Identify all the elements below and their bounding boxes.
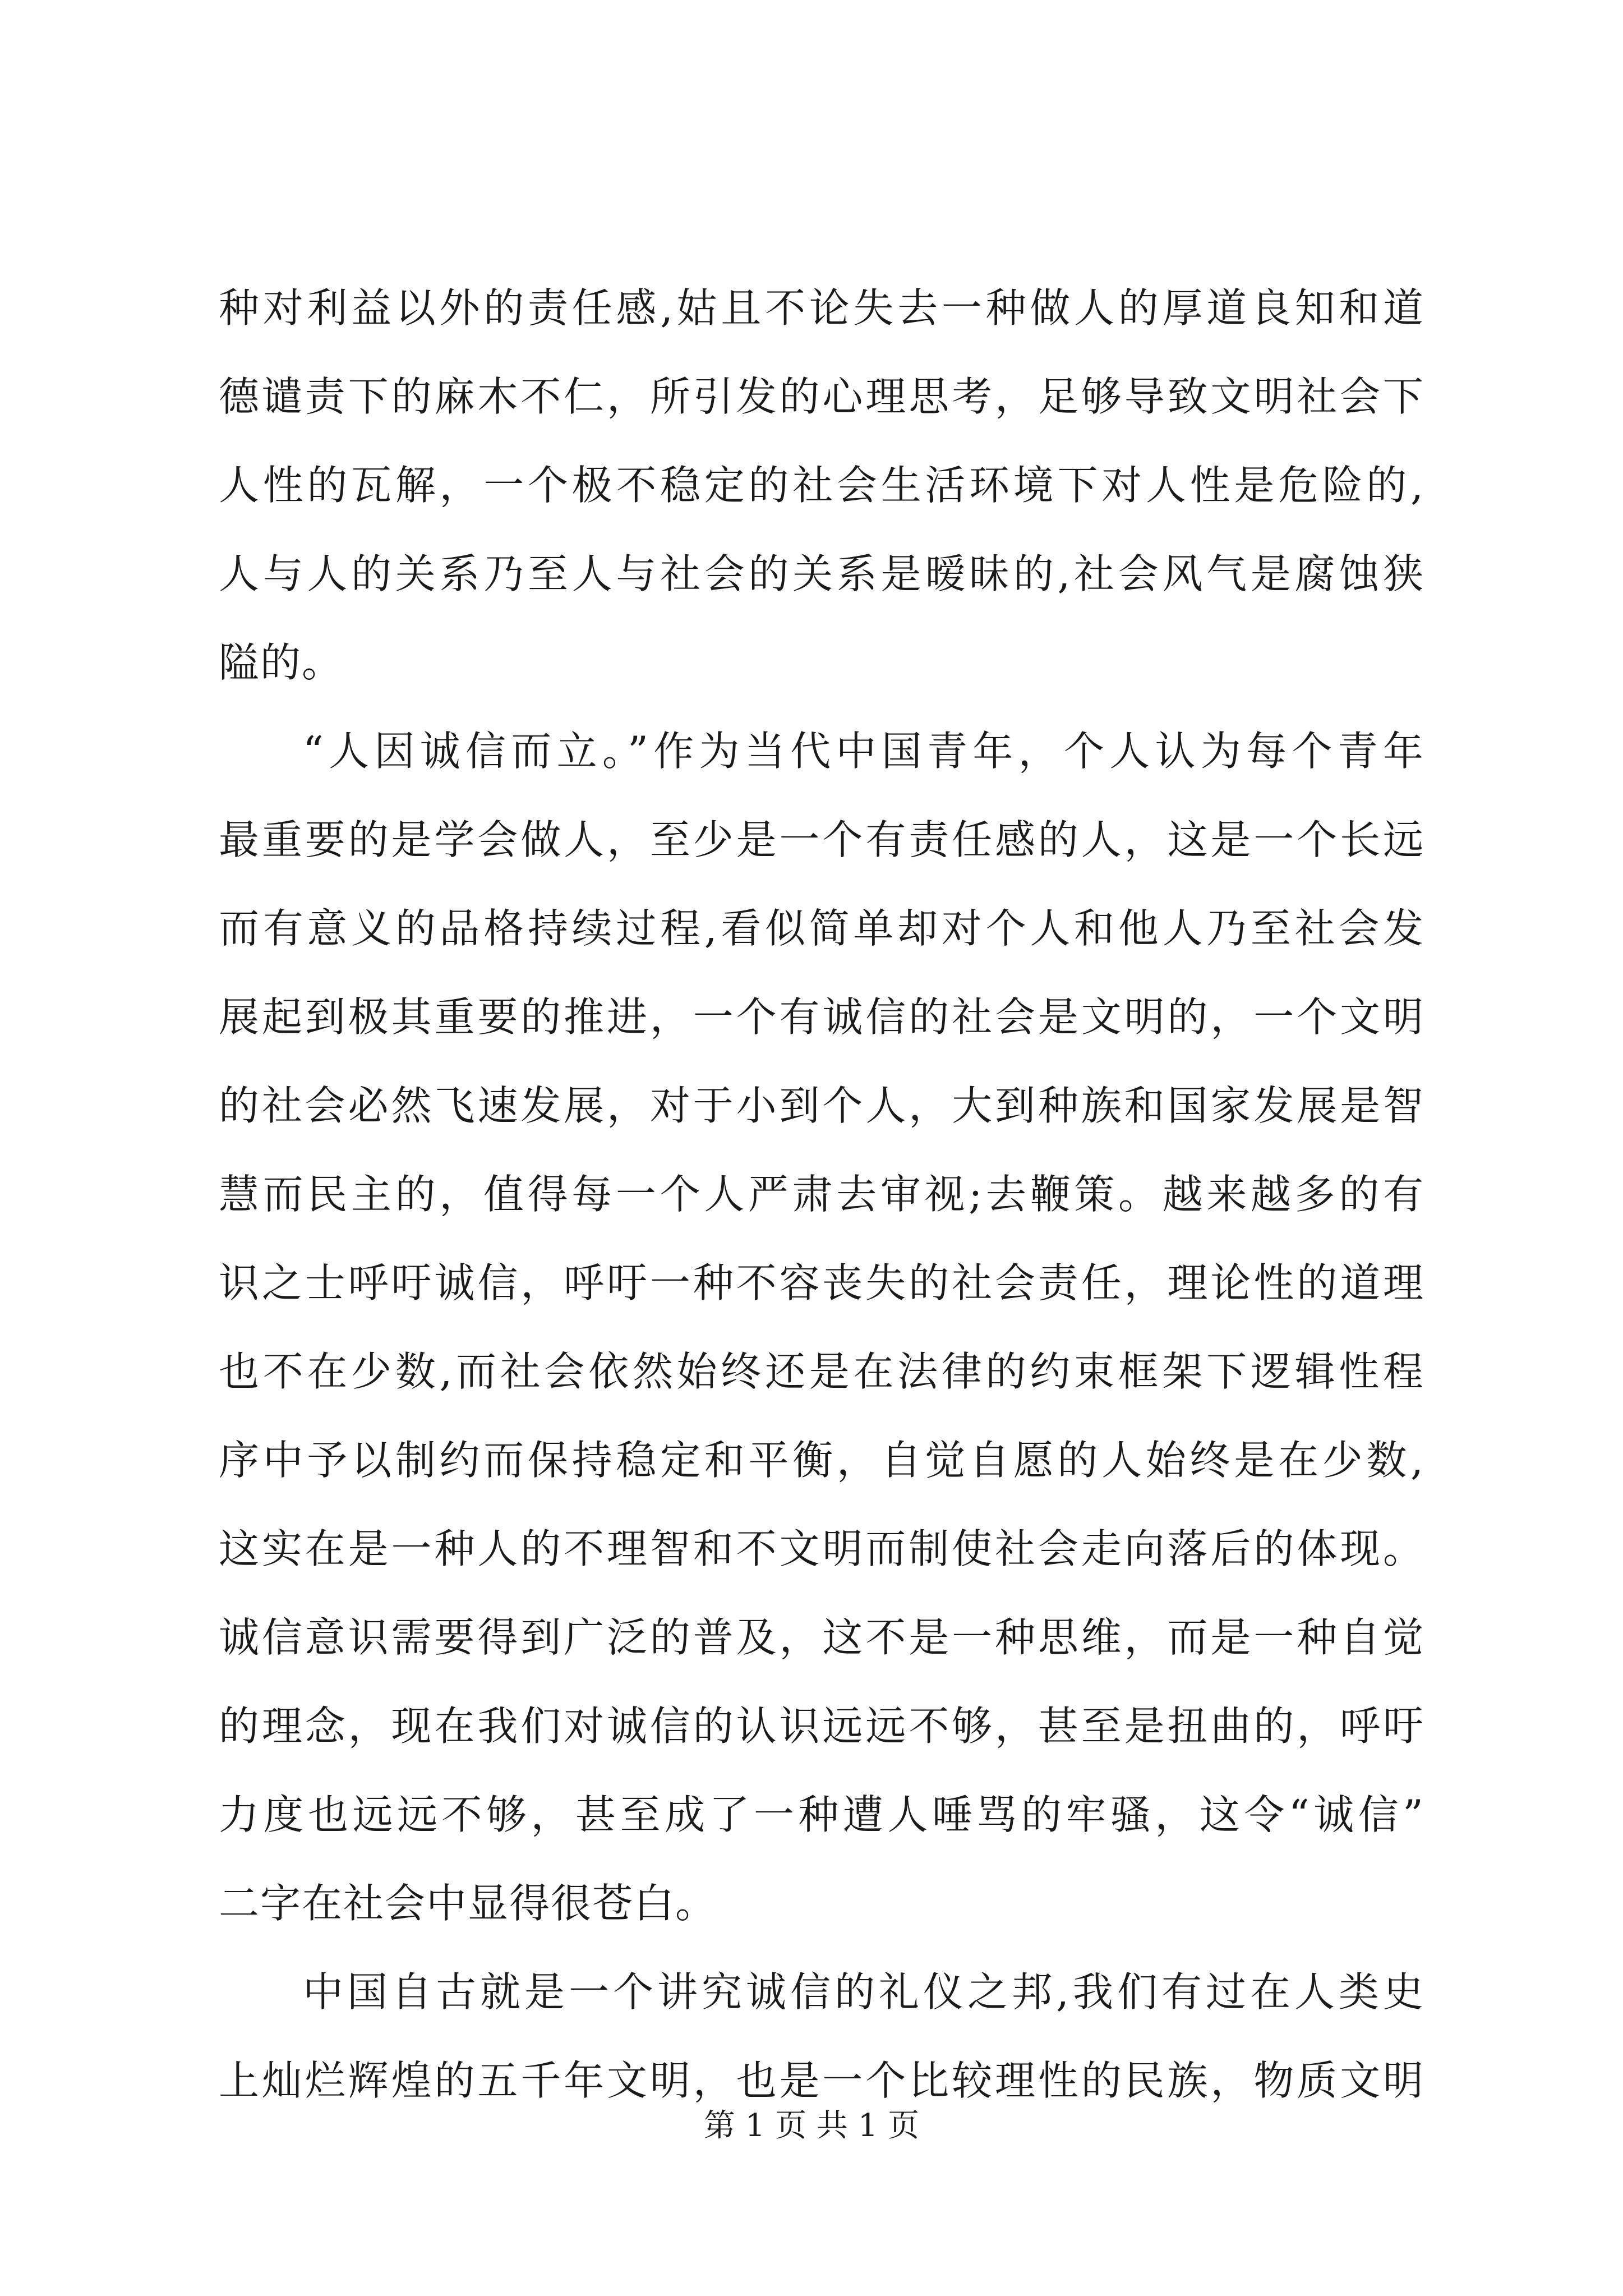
text-line: 的理念，现在我们对诚信的认识远远不够，甚至是扭曲的，呼吁 [219,1703,1424,1750]
text-line: 慧而民主的，值得每一个人严肃去审视;去鞭策。越来越多的有 [219,1171,1424,1218]
text-line: 的社会必然飞速发展，对于小到个人，大到种族和国家发展是智 [219,1082,1424,1129]
text-line: 隘的。 [219,639,344,686]
text-line: 最重要的是学会做人，至少是一个有责任感的人，这是一个长远 [219,816,1424,863]
text-line: 人与人的关系乃至人与社会的关系是暧昧的,社会风气是腐蚀狭 [219,550,1424,597]
text-line: 上灿烂辉煌的五千年文明，也是一个比较理性的民族，物质文明 [219,2057,1424,2104]
page-footer [0,2106,1623,2146]
text-line: 这实在是一种人的不理智和不文明而制使社会走向落后的体现。 [219,1525,1424,1572]
text-line: 二字在社会中显得很苍白。 [219,1880,717,1927]
text-line: 力度也远远不够，甚至成了一种遭人唾骂的牢骚，这令“诚信” [219,1791,1424,1838]
text-line: 也不在少数,而社会依然始终还是在法律的约束框架下逻辑性程 [219,1348,1424,1395]
text-line: 人性的瓦解，一个极不稳定的社会生活环境下对人性是危险的, [219,462,1424,509]
paragraph-first-line: “人因诚信而立。”作为当代中国青年，个人认为每个青年 [303,728,1424,775]
text-line: 诚信意识需要得到广泛的普及，这不是一种思维，而是一种自觉 [219,1614,1424,1661]
text-line: 种对利益以外的责任感,姑且不论失去一种做人的厚道良知和道 [219,284,1424,332]
text-line: 识之士呼吁诚信，呼吁一种不容丧失的社会责任，理论性的道理 [219,1259,1424,1306]
text-line: 序中予以制约而保持稳定和平衡，自觉自愿的人始终是在少数, [219,1437,1424,1484]
text-line: 德谴责下的麻木不仁，所引发的心理思考，足够导致文明社会下 [219,373,1424,420]
text-line: 展起到极其重要的推进，一个有诚信的社会是文明的，一个文明 [219,993,1424,1041]
body-text [219,264,1424,2125]
text-line: 而有意义的品格持续过程,看似简单却对个人和他人乃至社会发 [219,905,1424,952]
page-number-label: 第 1 页 共 1 页 [703,2108,920,2144]
paragraph-first-line: 中国自古就是一个讲究诚信的礼仪之邦,我们有过在人类史 [303,1968,1424,2016]
